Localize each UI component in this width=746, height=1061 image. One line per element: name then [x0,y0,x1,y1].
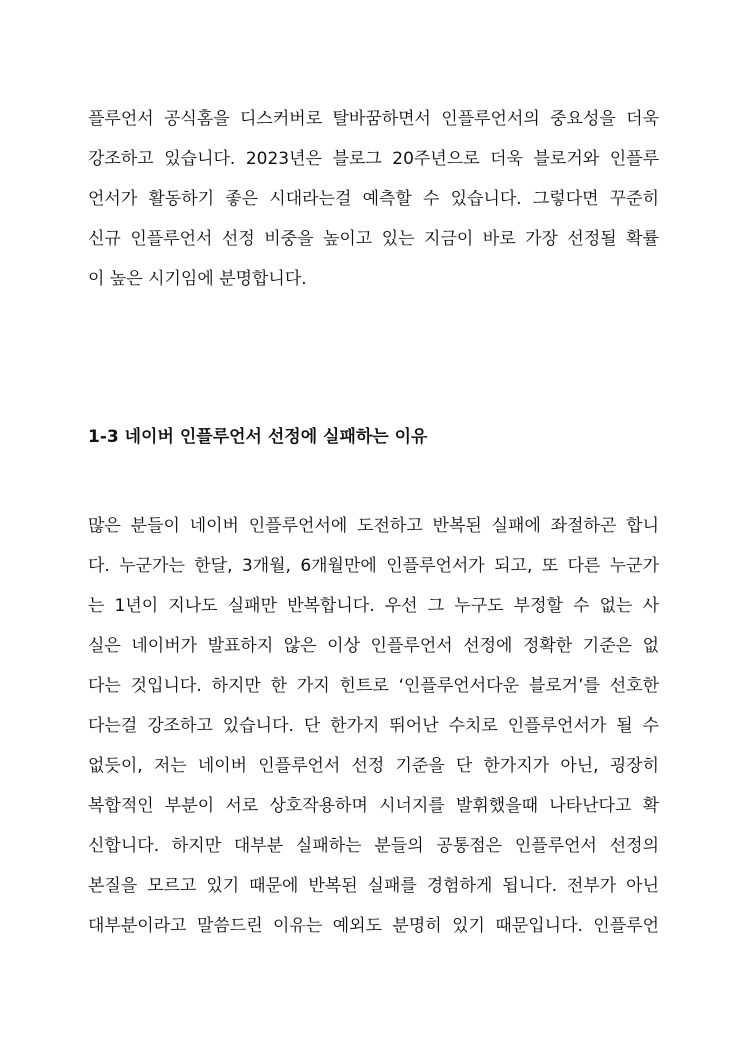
paragraph-line: 신합니다. 하지만 대부분 실패하는 분들의 공통점은 인플루언서 선정의 [88,836,659,856]
paragraph-line: 실은 네이버가 발표하지 않은 이상 인플루언서 선정에 정확한 기준은 없 [88,636,659,656]
paragraph-line: 는 1년이 지나도 실패만 반복합니다. 우선 그 누구도 부정할 수 없는 사 [88,596,659,616]
paragraph-line: 다는 것입니다. 하지만 한 가지 힌트로 ‘인플루언서다운 블로거’를 선호한 [88,676,659,696]
paragraph-line: 다. 누군가는 한달, 3개월, 6개월만에 인플루언서가 되고, 또 다른 누군가 [88,556,659,576]
paragraph-line: 다는걸 강조하고 있습니다. 단 한가지 뛰어난 수치로 인플루언서가 될 수 [88,716,659,736]
paragraph-line: 신규 인플루언서 선정 비중을 높이고 있는 지금이 바로 가장 선정될 확률 [88,229,659,249]
paragraph-line: 언서가 활동하기 좋은 시대라는걸 예측할 수 있습니다. 그렇다면 꾸준히 [88,189,659,209]
paragraph-line: 없듯이, 저는 네이버 인플루언서 선정 기준을 단 한가지가 아닌, 굉장히 [88,756,659,776]
paragraph-line: 많은 분들이 네이버 인플루언서에 도전하고 반복된 실패에 좌절하곤 합니 [88,516,659,536]
paragraph-line: 본질을 모르고 있기 때문에 반복된 실패를 경험하게 됩니다. 전부가 아닌 [88,876,659,896]
paragraph-line: 강조하고 있습니다. 2023년은 블로그 20주년으로 더욱 블로거와 인플루 [88,149,659,169]
paragraph-line: 대부분이라고 말씀드린 이유는 예외도 분명히 있기 때문입니다. 인플루언 [88,916,659,936]
section-heading: 1-3 네이버 인플루언서 선정에 실패하는 이유 [88,427,428,447]
paragraph-line: 이 높은 시기임에 분명합니다. [88,269,307,289]
paragraph-line: 복합적인 부분이 서로 상호작용하며 시너지를 발휘했을때 나타난다고 확 [88,796,659,816]
paragraph-line: 플루언서 공식홈을 디스커버로 탈바꿈하면서 인플루언서의 중요성을 더욱 [88,109,659,129]
